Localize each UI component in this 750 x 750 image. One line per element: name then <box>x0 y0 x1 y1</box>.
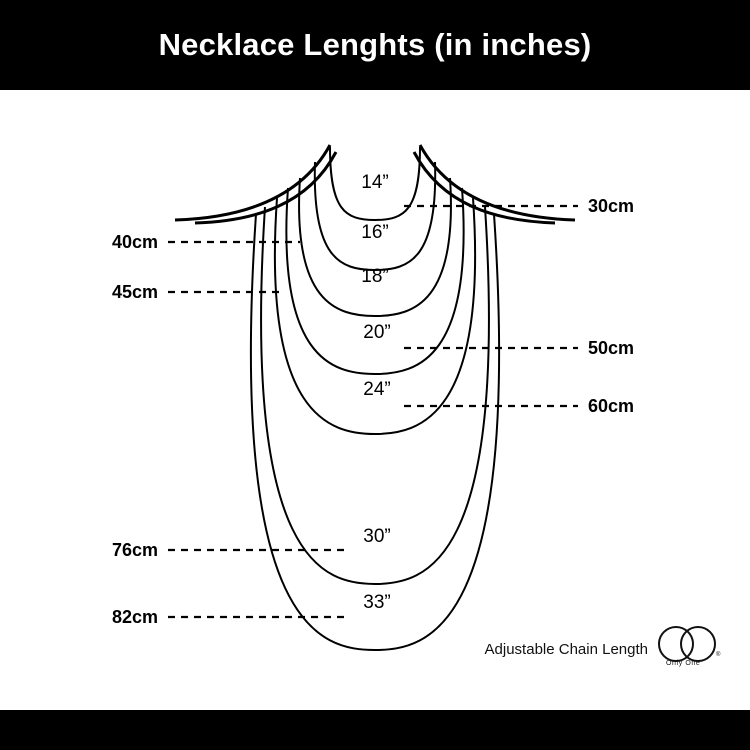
cm-labels-left <box>112 232 158 627</box>
inch-label-14: 14” <box>361 172 389 193</box>
cm-label-50cm: 50cm <box>588 338 635 358</box>
brand-mark <box>485 626 722 672</box>
inch-label-16: 16” <box>361 222 389 243</box>
inch-label-33: 33” <box>363 592 391 613</box>
cm-label-82cm: 82cm <box>111 607 158 627</box>
inch-label-24: 24” <box>363 379 391 400</box>
cm-label-40cm: 40cm <box>111 232 158 252</box>
cm-labels-right <box>588 196 634 416</box>
inch-label-20: 20” <box>363 322 391 343</box>
logo-caption: Only One <box>666 660 701 667</box>
inch-label-18: 18” <box>361 266 389 287</box>
logo-registered-mark: ® <box>716 652 721 658</box>
only-one-logo <box>658 626 722 672</box>
header-bar <box>0 0 750 90</box>
adjustable-chain-length-label: Adjustable Chain Length <box>484 640 648 658</box>
cm-label-76cm: 76cm <box>111 540 158 560</box>
cm-label-45cm: 45cm <box>111 282 158 302</box>
cm-label-30cm: 30cm <box>588 196 635 216</box>
page-title: Necklace Lenghts (in inches) <box>158 27 592 62</box>
logo-ring-right-icon <box>680 626 716 662</box>
strand-18in <box>299 178 451 316</box>
inch-labels <box>361 172 390 613</box>
inch-label-30: 30” <box>363 526 391 547</box>
cm-label-60cm: 60cm <box>588 396 635 416</box>
footer-bar <box>0 710 750 750</box>
